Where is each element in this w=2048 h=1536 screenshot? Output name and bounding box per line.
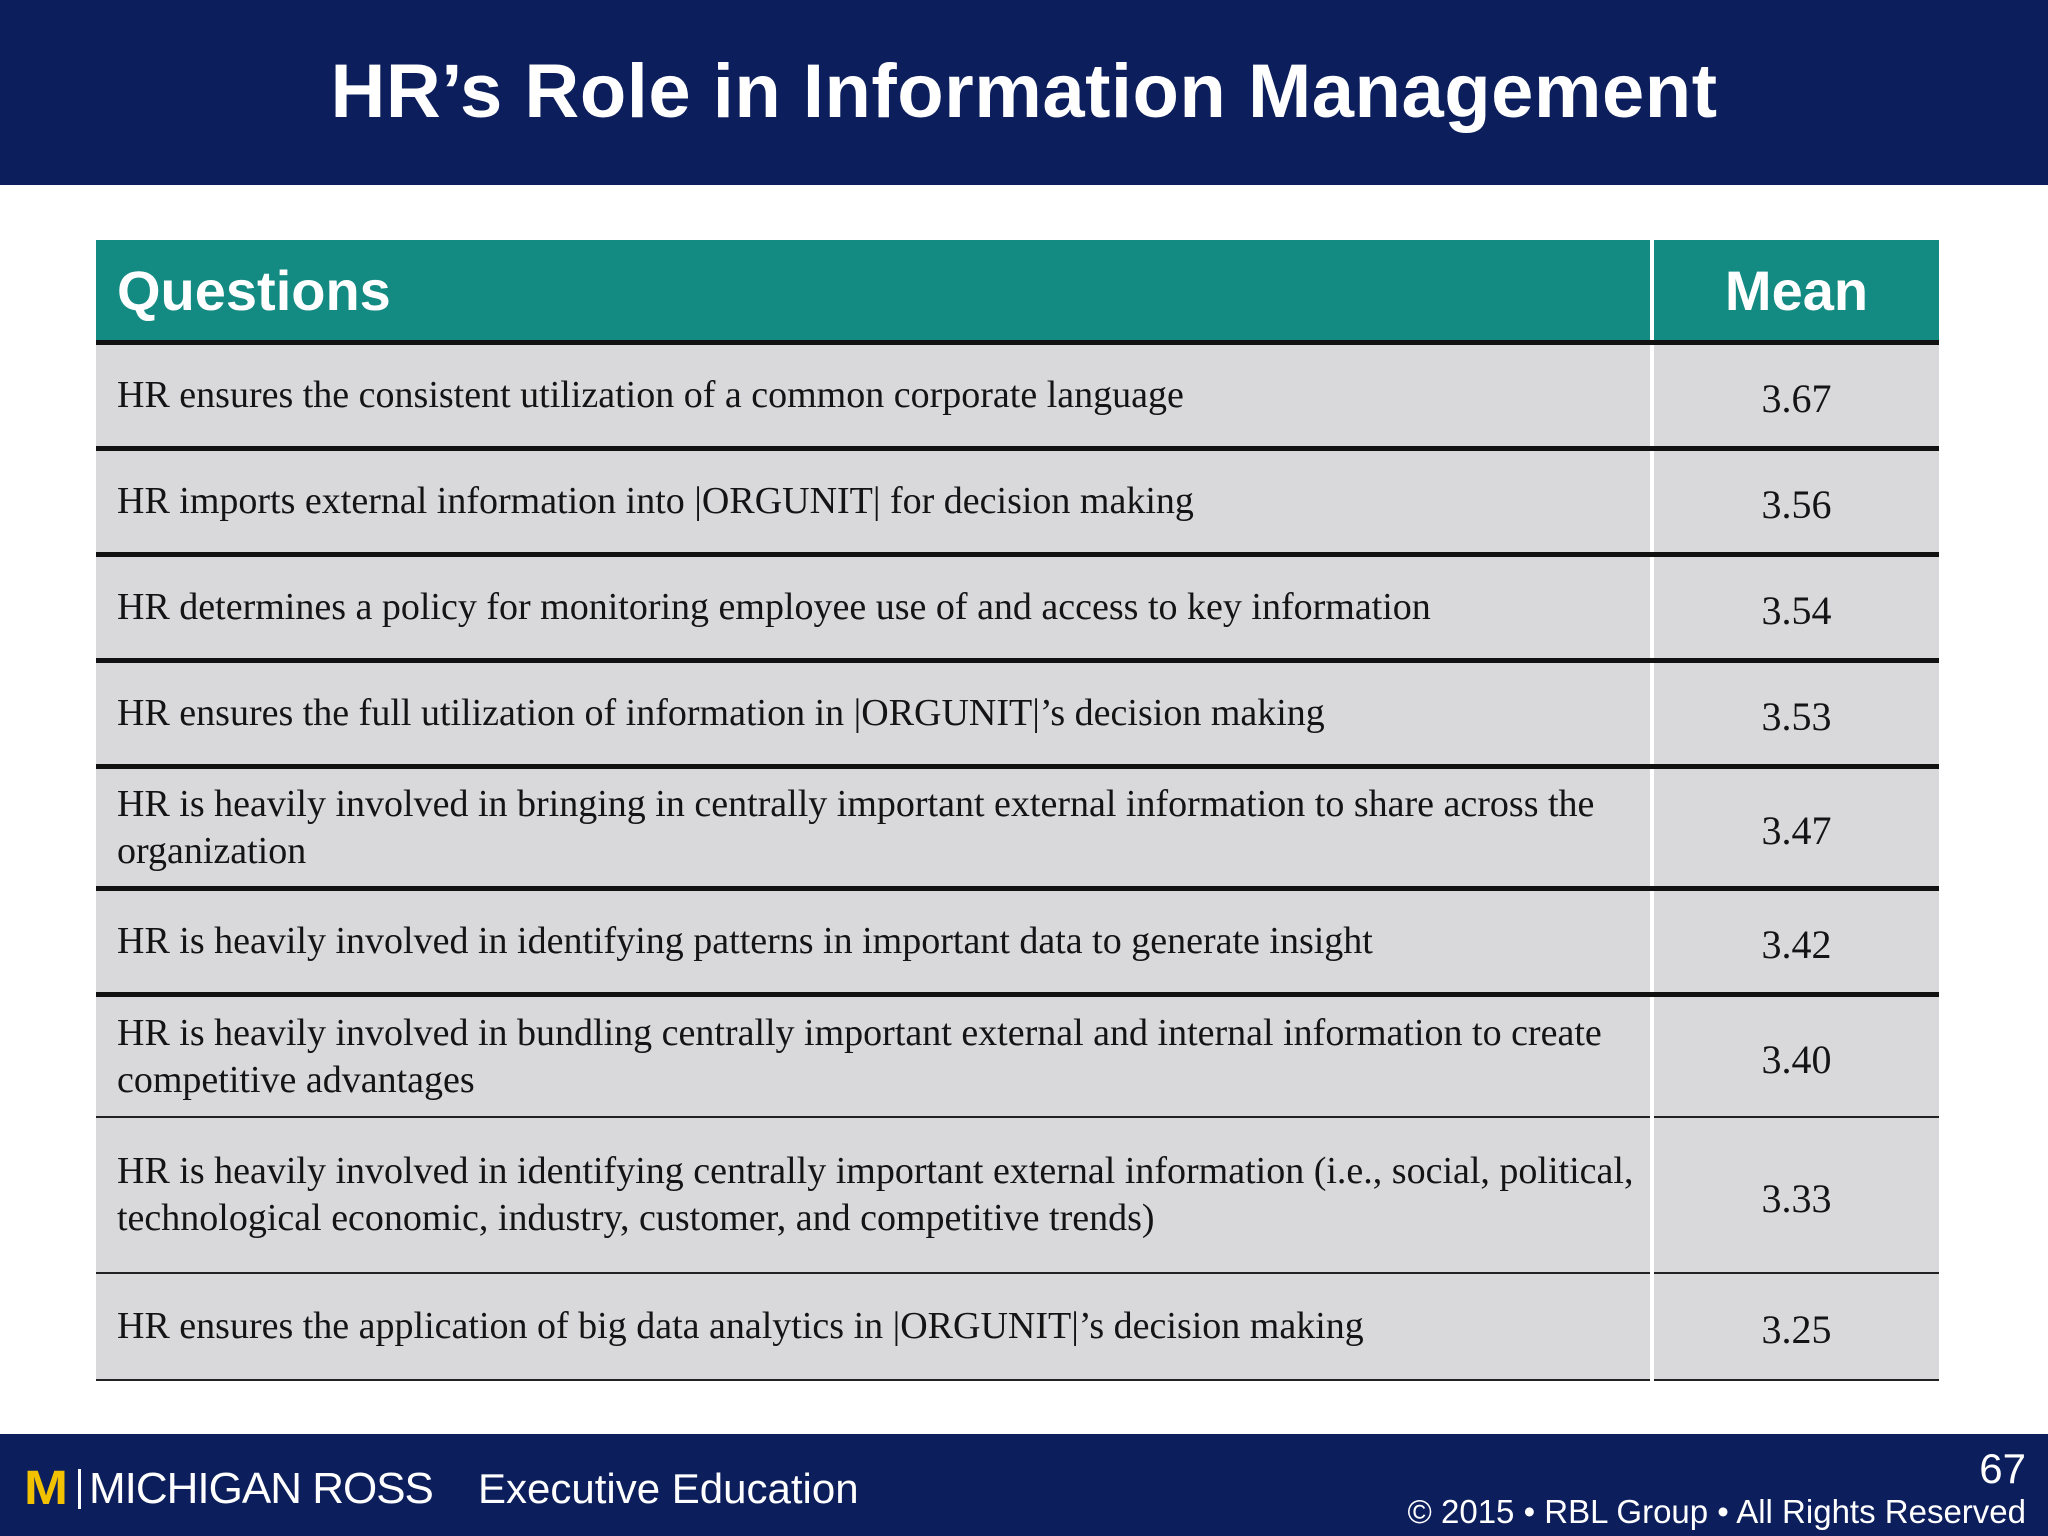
mean-cell: 3.67 [1652,343,1939,449]
table-row [96,1273,1939,1380]
column-header-mean: Mean [1652,240,1939,343]
question-cell: HR is heavily involved in identifying centrally important external information (i.e., social, political, technological economic, industry, customer, and competitive trends) [96,1117,1652,1273]
mean-cell: 3.47 [1652,767,1939,889]
question-cell: HR is heavily involved in identifying patterns in important data to generate insight [96,889,1652,995]
results-table-container [96,240,1939,1381]
slide-title: HR’s Role in Information Management [330,49,1718,134]
question-cell: HR ensures the application of big data analytics in |ORGUNIT|’s decision making [96,1273,1652,1380]
question-cell: HR imports external information into |ORGUNIT| for decision making [96,449,1652,555]
mean-cell: 3.54 [1652,555,1939,661]
question-cell: HR is heavily involved in bringing in centrally important external information to share across the organization [96,767,1652,889]
question-cell: HR determines a policy for monitoring employee use of and access to key information [96,555,1652,661]
copyright-notice: © 2015 • RBL Group • All Rights Reserved [1407,1493,2026,1530]
logo-divider [78,1469,81,1509]
block-m-icon: M [24,1462,68,1515]
mean-cell: 3.53 [1652,661,1939,767]
question-cell: HR is heavily involved in bundling centrally important external and internal information to create competitive advantages [96,995,1652,1118]
program-name: Executive Education [478,1465,859,1512]
table-row [96,343,1939,449]
title-bar [0,0,2048,185]
mean-cell: 3.56 [1652,449,1939,555]
table-header-row [96,240,1939,343]
column-header-questions: Questions [96,240,1652,343]
footer-bar [0,1434,2048,1536]
table-row [96,555,1939,661]
question-cell: HR ensures the full utilization of information in |ORGUNIT|’s decision making [96,661,1652,767]
mean-cell: 3.40 [1652,995,1939,1118]
table-row [96,767,1939,889]
table-row [96,1117,1939,1273]
michigan-ross-logo [24,1462,433,1515]
logo-wordmark: MICHIGAN ROSS [88,1464,433,1513]
mean-cell: 3.25 [1652,1273,1939,1380]
results-table [96,240,1939,1381]
page-number: 67 [1979,1445,2026,1492]
question-cell: HR ensures the consistent utilization of a common corporate language [96,343,1652,449]
table-row [96,995,1939,1118]
table-row [96,889,1939,995]
mean-cell: 3.33 [1652,1117,1939,1273]
table-row [96,661,1939,767]
table-row [96,449,1939,555]
mean-cell: 3.42 [1652,889,1939,995]
